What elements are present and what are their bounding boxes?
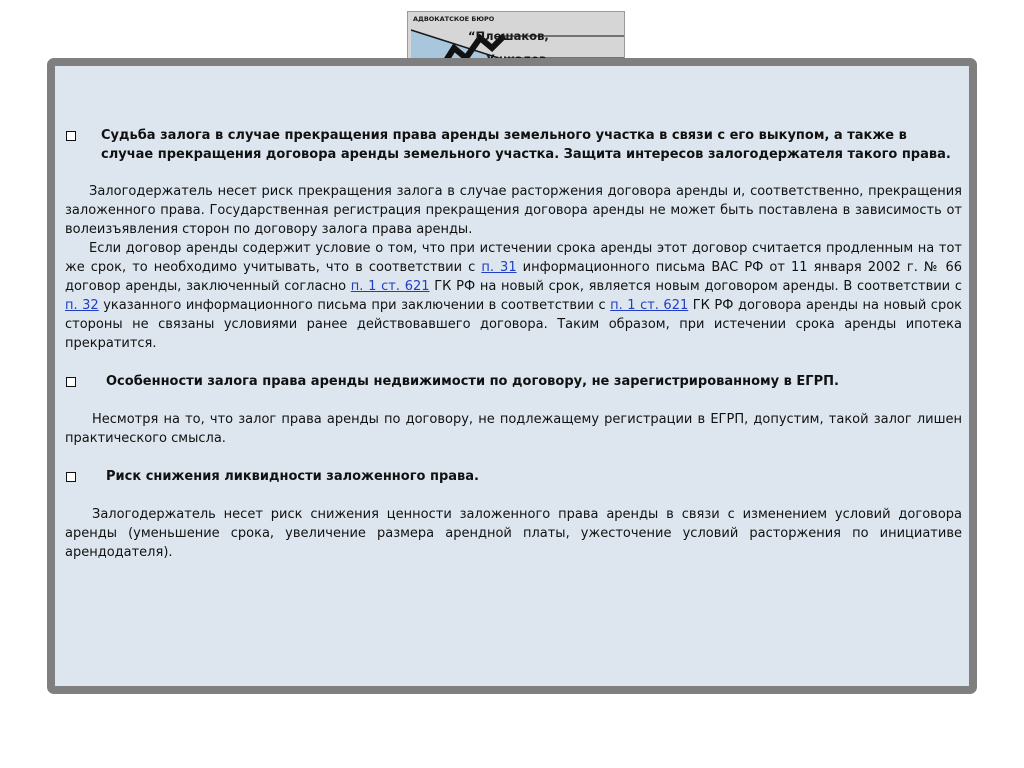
section-2-paragraph-1: Несмотря на то, что залог права аренды по договору, не подлежащему регистрации в ЕГРП, допустим, такой залог лишен практического смысла. <box>65 412 962 446</box>
logo-name-1: “Плешаков, <box>468 29 549 43</box>
section-2-heading <box>65 372 962 391</box>
checkbox-bullet-icon <box>66 131 76 141</box>
link-p32[interactable]: п. 32 <box>65 298 99 313</box>
section-1-heading <box>65 126 962 164</box>
document-body <box>65 126 962 562</box>
link-p1-st621-a[interactable]: п. 1 ст. 621 <box>350 279 430 294</box>
link-p31[interactable]: п. 31 <box>481 260 517 275</box>
section-1-heading-text: Судьба залога в случае прекращения права аренды земельного участка в связи с его выкупом, а также в случае прекращения договора аренды земельного участка. Защита интересов залогодержателя такого права. <box>101 128 951 162</box>
section-1-paragraph-1: Залогодержатель несет риск прекращения залога в случае расторжения договора аренды и, соответственно, прекращения заложенного права. Государственная регистрация прекращения договора аренды не может быть поставлена в зависимость от волеизъявления сторон по договору залога права аренды. <box>65 184 962 237</box>
checkbox-bullet-icon <box>66 377 76 387</box>
content-panel <box>47 58 977 694</box>
checkbox-bullet-icon <box>66 472 76 482</box>
section-1-paragraph-2: Если договор аренды содержит условие о том, что при истечении срока аренды этот договор считается продленным на тот же срок, то необходимо учитывать, что в соответствии с п. 31 информационного письма ВАС РФ от 11 января 2002 г. № 66 договор аренды, заключенный согласно п. 1 ст. 621 ГК РФ на новый срок, является новым договором аренды. В соответствии с п. 32 указанного информационного письма при заключении в соответствии с п. 1 ст. 621 ГК РФ договора аренды на новый срок стороны не связаны условиями ранее действовавшего договора. Таким образом, при истечении срока аренды ипотека прекратится. <box>65 241 963 351</box>
section-2-heading-text: Особенности залога права аренды недвижимости по договору, не зарегистрированному в ЕГРП. <box>106 374 839 389</box>
link-p1-st621-b[interactable]: п. 1 ст. 621 <box>610 298 689 313</box>
section-3-paragraph-1: Залогодержатель несет риск снижения ценности заложенного права аренды в связи с изменением условий договора аренды (уменьшение срока, увеличение размера арендной платы, ужесточение условий расторжения по инициативе арендодателя). <box>65 507 962 560</box>
section-3-heading <box>65 467 962 486</box>
section-3-heading-text: Риск снижения ликвидности заложенного права. <box>106 469 479 484</box>
logo-caption: АДВОКАТСКОЕ БЮРО <box>413 15 495 23</box>
